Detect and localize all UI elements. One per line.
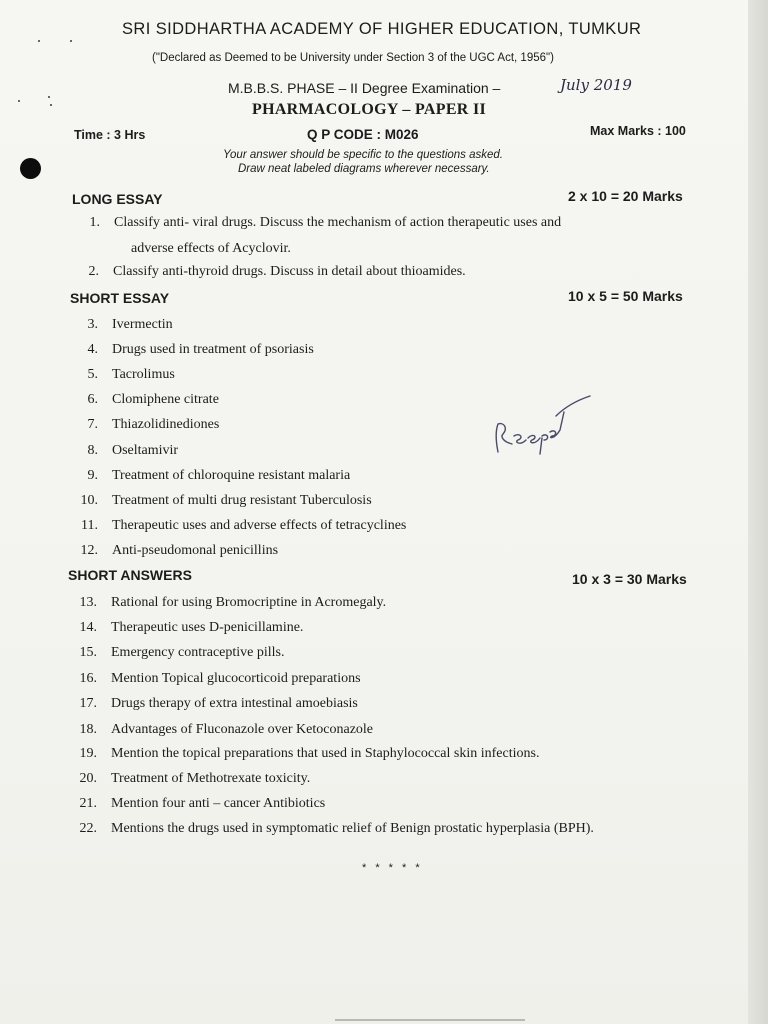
question-item: 3. Ivermectin [87, 317, 173, 332]
question-item: 21. Mention four anti – cancer Antibiotics [79, 796, 326, 811]
question-item: 22. Mentions the drugs used in symptomatic relief of Benign prostatic hyperplasia (BPH). [79, 821, 594, 836]
question-item: 6. Clomiphene citrate [87, 392, 219, 407]
question-item: 14. Therapeutic uses D-penicillamine. [79, 620, 304, 635]
section-title-short-essay: SHORT ESSAY [70, 290, 170, 306]
question-item: 15. Emergency contraceptive pills. [79, 645, 285, 660]
handwritten-repeat-note [490, 392, 594, 464]
exam-name: M.B.B.S. PHASE – II Degree Examination – [228, 80, 501, 96]
punch-hole-mark [20, 158, 41, 179]
question-item: 9. Treatment of chloroquine resistant malaria [87, 468, 351, 483]
exam-duration: Time : 3 Hrs [74, 128, 146, 142]
question-item: 12. Anti-pseudomonal penicillins [80, 543, 279, 558]
question-item: 16. Mention Topical glucocorticoid preparations [79, 671, 361, 686]
section-title-long-essay: LONG ESSAY [72, 191, 163, 207]
question-item: 19. Mention the topical preparations that used in Staphylococcal skin infections. [79, 746, 540, 761]
question-item: 4. Drugs used in treatment of psoriasis [87, 342, 314, 357]
question-item: 2. Classify anti-thyroid drugs. Discuss in detail about thioamides. [88, 264, 466, 279]
question-item: 18. Advantages of Fluconazole over Ketoconazole [79, 722, 374, 737]
declaration-text: ("Declared as Deemed to be University under Section 3 of the UGC Act, 1956") [152, 52, 554, 64]
section-marks-short-essay: 10 x 5 = 50 Marks [568, 288, 683, 304]
subject-title: PHARMACOLOGY – PAPER II [252, 101, 487, 118]
max-marks: Max Marks : 100 [590, 124, 686, 138]
question-item: 11. Therapeutic uses and adverse effects of tetracyclines [81, 518, 407, 533]
handwritten-exam-date: July 2019 [560, 76, 632, 94]
section-marks-short-answers: 10 x 3 = 30 Marks [572, 571, 687, 587]
question-item: 20. Treatment of Methotrexate toxicity. [79, 771, 311, 786]
question-item-continuation: adverse effects of Acyclovir. [131, 241, 291, 256]
question-item: 7. Thiazolidinediones [87, 417, 220, 432]
question-item: 5. Tacrolimus [87, 367, 175, 382]
end-of-paper-mark: * * * * * [362, 862, 423, 874]
question-item: 13. Rational for using Bromocriptine in Acromegaly. [79, 595, 387, 610]
question-item: 8. Oseltamivir [87, 443, 179, 458]
section-title-short-answers: SHORT ANSWERS [68, 567, 192, 583]
qp-code: Q P CODE : M026 [307, 127, 419, 142]
question-item: 1. Classify anti- viral drugs. Discuss the mechanism of action therapeutic uses and [89, 215, 562, 230]
section-marks-long-essay: 2 x 10 = 20 Marks [568, 188, 683, 204]
university-name: SRI SIDDHARTHA ACADEMY OF HIGHER EDUCATION, TUMKUR [122, 20, 642, 38]
question-item: 17. Drugs therapy of extra intestinal amoebiasis [79, 696, 358, 711]
instruction-line: Your answer should be specific to the questions asked. [223, 149, 504, 161]
instruction-line: Draw neat labeled diagrams wherever necessary. [238, 163, 490, 175]
question-item: 10. Treatment of multi drug resistant Tuberculosis [80, 493, 372, 508]
